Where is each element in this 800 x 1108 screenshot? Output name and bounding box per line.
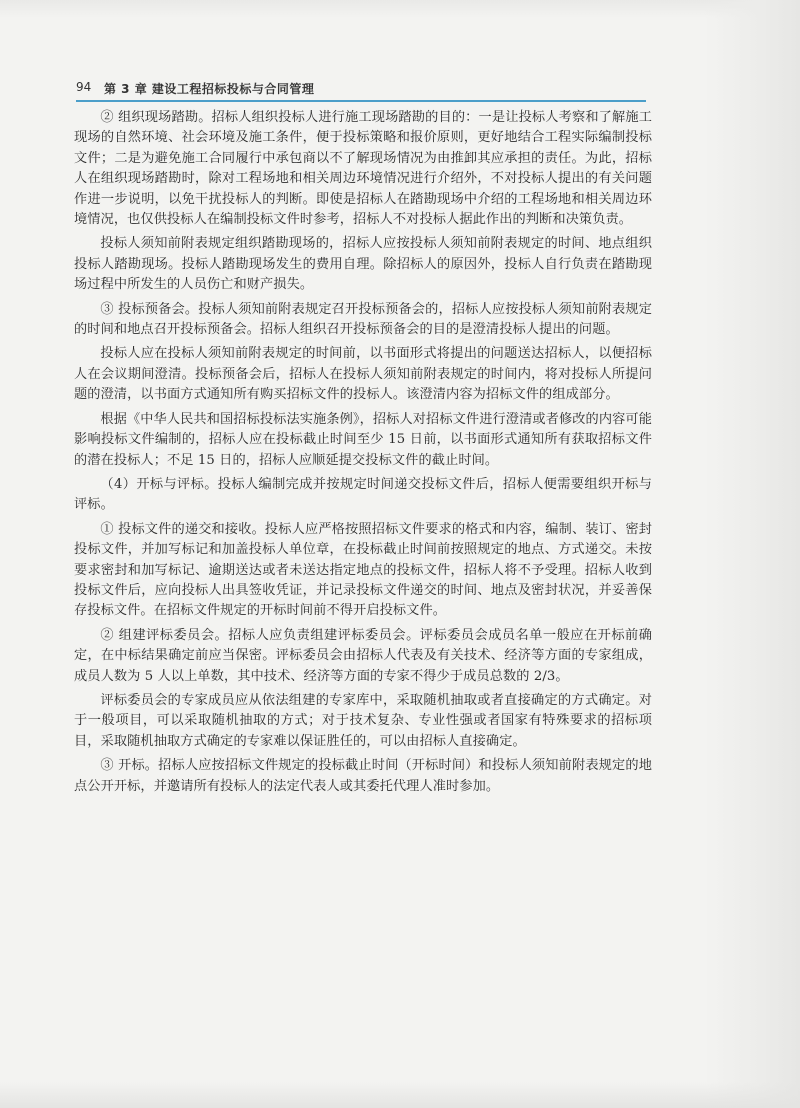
scan-shadow-bottom [0,1082,800,1108]
running-header [76,78,646,102]
paragraph: ② 组建评标委员会。招标人应负责组建评标委员会。评标委员会成员名单一般应在开标前确定，在中标结果确定前应当保密。评标委员会由招标人代表及有关技术、经济等方面的专家组成，成员人数为 5 人以上单数，其中技术、经济等方面的专家不得少于成员总数的 2/3。 [74,627,652,684]
paragraph: 评标委员会的专家成员应从依法组建的专家库中，采取随机抽取或者直接确定的方式确定。对于一般项目，可以采取随机抽取的方式；对于技术复杂、专业性强或者国家有特殊要求的招标项目，采取随机抽取方式确定的专家难以保证胜任的，可以由招标人直接确定。 [74,692,652,749]
header-rule [76,100,646,102]
paragraph: ③ 投标预备会。投标人须知前附表规定召开投标预备会的，招标人应按投标人须知前附表规定的时间和地点召开投标预备会。招标人组织召开投标预备会的目的是澄清投标人提出的问题。 [74,301,652,338]
paragraph: 根据《中华人民共和国招标投标法实施条例》，招标人对招标文件进行澄清或者修改的内容可能影响投标文件编制的，招标人应在投标截止时间至少 15 日前，以书面形式通知所有获取招标文件的潜在投标人；不足 15 日的，招标人应顺延提交投标文件的截止时间。 [74,411,652,468]
chapter-title: 第 3 章 建设工程招标投标与合同管理 [104,82,315,96]
scan-shadow-top [0,0,800,18]
paragraph: 投标人须知前附表规定组织踏勘现场的，招标人应按投标人须知前附表规定的时间、地点组织投标人踏勘现场。投标人踏勘现场发生的费用自理。除招标人的原因外，投标人自行负责在踏勘现场过程中所发生的人员伤亡和财产损失。 [74,236,652,293]
scan-shadow-right [704,0,800,1108]
paragraph: ② 组织现场踏勘。招标人组织投标人进行施工现场踏勘的目的：一是让投标人考察和了解施工现场的自然环境、社会环境及施工条件，便于投标策略和报价原则，更好地结合工程实际编制投标文件；二是为避免施工合同履行中承包商以不了解现场情况为由推卸其应承担的责任。为此，招标人在组织现场踏勘时，除对工程场地和相关周边环境情况进行介绍外，不对投标人提出的有关问题作进一步说明，以免干扰投标人的判断。即使是招标人在踏勘现场中介绍的工程场地和相关周边环境情况，也仅供投标人在编制投标文件时参考，招标人不对投标人据此作出的判断和决策负责。 [74,110,652,228]
paragraph: （4）开标与评标。投标人编制完成并按规定时间递交投标文件后，招标人便需要组织开标与评标。 [74,476,652,513]
paragraph: 投标人应在投标人须知前附表规定的时间前，以书面形式将提出的问题送达招标人，以便招标人在会议期间澄清。投标预备会后，招标人在投标人须知前附表规定的时间内，将对投标人所提问题的澄清，以书面方式通知所有购买招标文件的投标人。该澄清内容为招标文件的组成部分。 [74,346,652,403]
paragraph: ① 投标文件的递交和接收。投标人应严格按照招标文件要求的格式和内容，编制、装订、密封投标文件，并加写标记和加盖投标人单位章，在投标截止时间前按照规定的地点、方式递交。未按要求密封和加写标记、逾期送达或者未送达指定地点的投标文件，招标人将不予受理。招标人收到投标文件后，应向投标人出具签收凭证，并记录投标文件递交的时间、地点及密封状况，并妥善保存投标文件。在招标文件规定的开标时间前不得开启投标文件。 [74,521,652,619]
page-number: 94 [76,80,92,94]
paragraph: ③ 开标。招标人应按招标文件规定的投标截止时间（开标时间）和投标人须知前附表规定的地点公开开标，并邀请所有投标人的法定代表人或其委托代理人准时参加。 [74,758,652,794]
body-text [74,108,652,801]
